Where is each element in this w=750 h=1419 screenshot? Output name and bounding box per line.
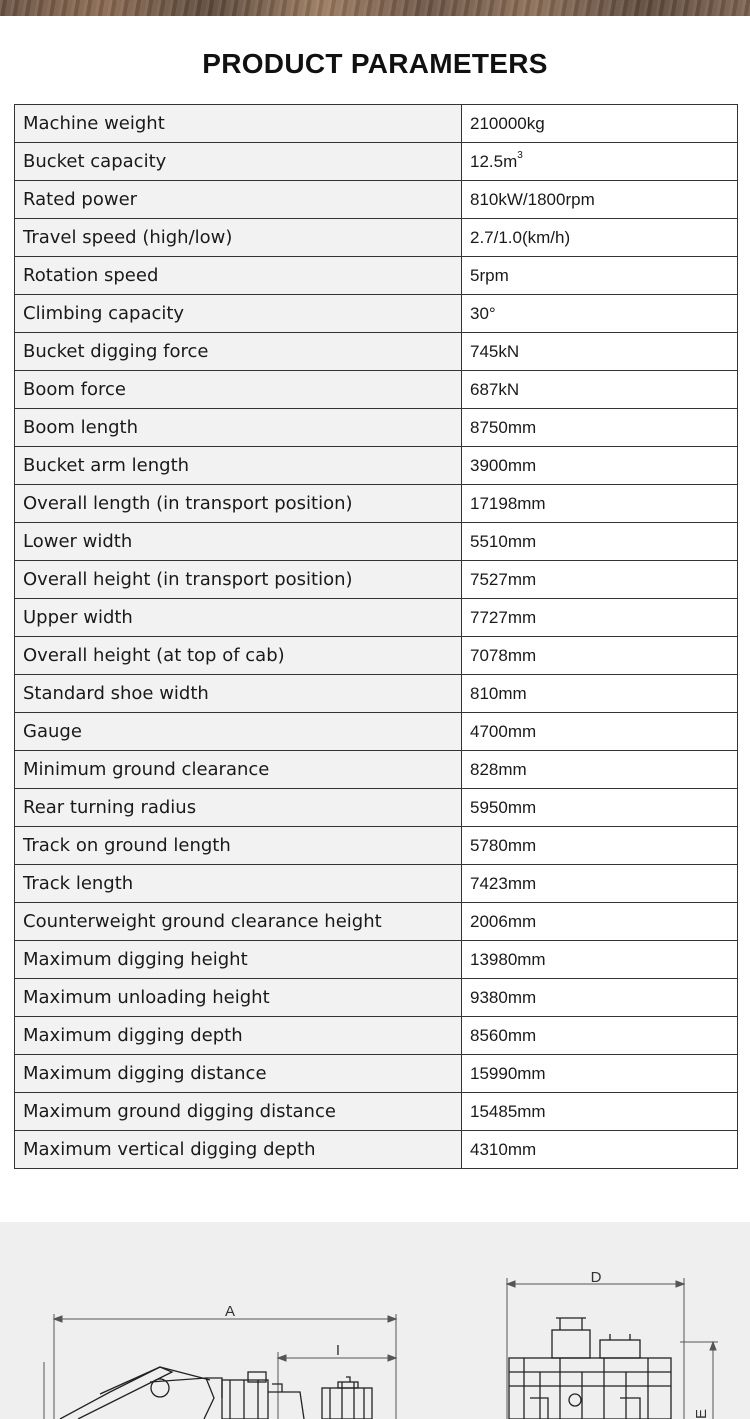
parameter-value-text: 7527mm bbox=[470, 569, 537, 589]
parameter-name: Machine weight bbox=[15, 105, 462, 143]
excavator-front-view bbox=[509, 1318, 671, 1419]
parameter-value-text: 8560mm bbox=[470, 1025, 537, 1045]
parameter-value-text: 2006mm bbox=[470, 911, 537, 931]
table-row bbox=[15, 523, 738, 561]
table-row bbox=[15, 485, 738, 523]
parameter-value bbox=[462, 827, 738, 865]
parameter-value-text: 7727mm bbox=[470, 607, 537, 627]
parameter-value bbox=[462, 561, 738, 599]
parameter-name: Maximum digging distance bbox=[15, 1055, 462, 1093]
parameter-name: Boom length bbox=[15, 409, 462, 447]
parameter-name: Lower width bbox=[15, 523, 462, 561]
table-row bbox=[15, 789, 738, 827]
parameter-value-text: 9380mm bbox=[470, 987, 537, 1007]
parameter-value-text: 8750mm bbox=[470, 417, 537, 437]
parameter-value bbox=[462, 523, 738, 561]
parameter-value-text: 13980mm bbox=[470, 949, 546, 969]
parameter-name: Rear turning radius bbox=[15, 789, 462, 827]
parameter-name: Overall height (in transport position) bbox=[15, 561, 462, 599]
table-row bbox=[15, 371, 738, 409]
table-row bbox=[15, 637, 738, 675]
parameter-value bbox=[462, 713, 738, 751]
table-row bbox=[15, 257, 738, 295]
parameter-value bbox=[462, 1055, 738, 1093]
dimension-label-i: I bbox=[335, 1342, 341, 1359]
parameter-value-text: 3900mm bbox=[470, 455, 537, 475]
table-row bbox=[15, 599, 738, 637]
parameter-name: Bucket digging force bbox=[15, 333, 462, 371]
parameter-value-text: 15485mm bbox=[470, 1101, 546, 1121]
parameter-name: Bucket arm length bbox=[15, 447, 462, 485]
parameter-name: Travel speed (high/low) bbox=[15, 219, 462, 257]
parameter-value bbox=[462, 751, 738, 789]
table-row bbox=[15, 941, 738, 979]
parameter-value bbox=[462, 979, 738, 1017]
table-row bbox=[15, 1055, 738, 1093]
parameter-value-text: 5rpm bbox=[470, 265, 509, 285]
dimension-label-a: A bbox=[224, 1303, 236, 1320]
excavator-dimension-diagram bbox=[0, 1222, 750, 1419]
parameter-value bbox=[462, 219, 738, 257]
parameter-value bbox=[462, 181, 738, 219]
parameter-value bbox=[462, 143, 738, 181]
parameter-name: Maximum vertical digging depth bbox=[15, 1131, 462, 1169]
table-row bbox=[15, 105, 738, 143]
parameter-name: Boom force bbox=[15, 371, 462, 409]
parameter-value bbox=[462, 789, 738, 827]
table-row bbox=[15, 675, 738, 713]
table-row bbox=[15, 979, 738, 1017]
parameter-value bbox=[462, 1131, 738, 1169]
parameter-value-text: 5510mm bbox=[470, 531, 537, 551]
parameter-value-text: 2.7/1.0(km/h) bbox=[470, 227, 571, 247]
parameter-name: Climbing capacity bbox=[15, 295, 462, 333]
parameter-name: Maximum digging height bbox=[15, 941, 462, 979]
dimension-label-e: E bbox=[693, 1408, 710, 1419]
table-row bbox=[15, 1131, 738, 1169]
parameter-value-text: 17198mm bbox=[470, 493, 546, 513]
table-row bbox=[15, 827, 738, 865]
parameter-name: Upper width bbox=[15, 599, 462, 637]
parameter-value bbox=[462, 1017, 738, 1055]
parameter-value bbox=[462, 675, 738, 713]
parameter-value-text: 745kN bbox=[470, 341, 520, 361]
parameters-table bbox=[14, 104, 738, 1169]
parameter-value bbox=[462, 1093, 738, 1131]
table-row bbox=[15, 903, 738, 941]
parameter-name: Rotation speed bbox=[15, 257, 462, 295]
parameter-value-text: 4310mm bbox=[470, 1139, 537, 1159]
parameter-value bbox=[462, 941, 738, 979]
table-row bbox=[15, 561, 738, 599]
table-row bbox=[15, 1093, 738, 1131]
parameter-value-text: 810kW/1800rpm bbox=[470, 189, 595, 209]
parameter-unit-superscript: 3 bbox=[517, 149, 523, 161]
parameter-name: Maximum digging depth bbox=[15, 1017, 462, 1055]
side-view-dimensions bbox=[44, 1314, 396, 1419]
parameter-name: Minimum ground clearance bbox=[15, 751, 462, 789]
parameter-value-text: 810mm bbox=[470, 683, 527, 703]
parameter-value bbox=[462, 105, 738, 143]
parameter-value bbox=[462, 257, 738, 295]
table-row bbox=[15, 713, 738, 751]
table-row bbox=[15, 409, 738, 447]
table-row bbox=[15, 143, 738, 181]
parameter-name: Maximum unloading height bbox=[15, 979, 462, 1017]
parameter-value bbox=[462, 903, 738, 941]
parameter-value-text: 687kN bbox=[470, 379, 520, 399]
parameter-name: Maximum ground digging distance bbox=[15, 1093, 462, 1131]
parameter-value bbox=[462, 333, 738, 371]
parameter-value bbox=[462, 409, 738, 447]
parameter-value-text: 30° bbox=[470, 303, 496, 323]
parameter-value-text: 210000kg bbox=[470, 113, 545, 133]
parameter-value bbox=[462, 371, 738, 409]
dimension-label-d: D bbox=[590, 1269, 602, 1286]
table-row bbox=[15, 295, 738, 333]
parameter-value bbox=[462, 447, 738, 485]
parameter-name: Overall height (at top of cab) bbox=[15, 637, 462, 675]
parameter-value bbox=[462, 295, 738, 333]
parameter-value-text: 5950mm bbox=[470, 797, 537, 817]
parameter-name: Track length bbox=[15, 865, 462, 903]
parameter-value bbox=[462, 865, 738, 903]
table-row bbox=[15, 1017, 738, 1055]
parameter-name: Track on ground length bbox=[15, 827, 462, 865]
parameter-name: Overall length (in transport position) bbox=[15, 485, 462, 523]
parameter-value-text: 15990mm bbox=[470, 1063, 546, 1083]
header-photo-strip bbox=[0, 0, 750, 16]
table-row bbox=[15, 865, 738, 903]
parameter-value-text: 7423mm bbox=[470, 873, 537, 893]
parameter-value bbox=[462, 485, 738, 523]
page-title: PRODUCT PARAMETERS bbox=[202, 48, 548, 79]
table-row bbox=[15, 181, 738, 219]
parameter-name: Counterweight ground clearance height bbox=[15, 903, 462, 941]
table-row bbox=[15, 751, 738, 789]
parameter-value bbox=[462, 637, 738, 675]
table-row bbox=[15, 333, 738, 371]
table-row bbox=[15, 447, 738, 485]
parameter-value-text: 828mm bbox=[470, 759, 527, 779]
parameter-value bbox=[462, 599, 738, 637]
parameter-name: Standard shoe width bbox=[15, 675, 462, 713]
parameter-value-text: 4700mm bbox=[470, 721, 537, 741]
parameter-name: Gauge bbox=[15, 713, 462, 751]
parameter-value-text: 5780mm bbox=[470, 835, 537, 855]
parameter-value-text: 7078mm bbox=[470, 645, 537, 665]
excavator-side-view bbox=[60, 1367, 372, 1419]
parameter-value-text: 12.5m bbox=[470, 151, 518, 171]
table-row bbox=[15, 219, 738, 257]
dimension-drawing bbox=[0, 1222, 750, 1419]
parameter-name: Bucket capacity bbox=[15, 143, 462, 181]
parameter-name: Rated power bbox=[15, 181, 462, 219]
